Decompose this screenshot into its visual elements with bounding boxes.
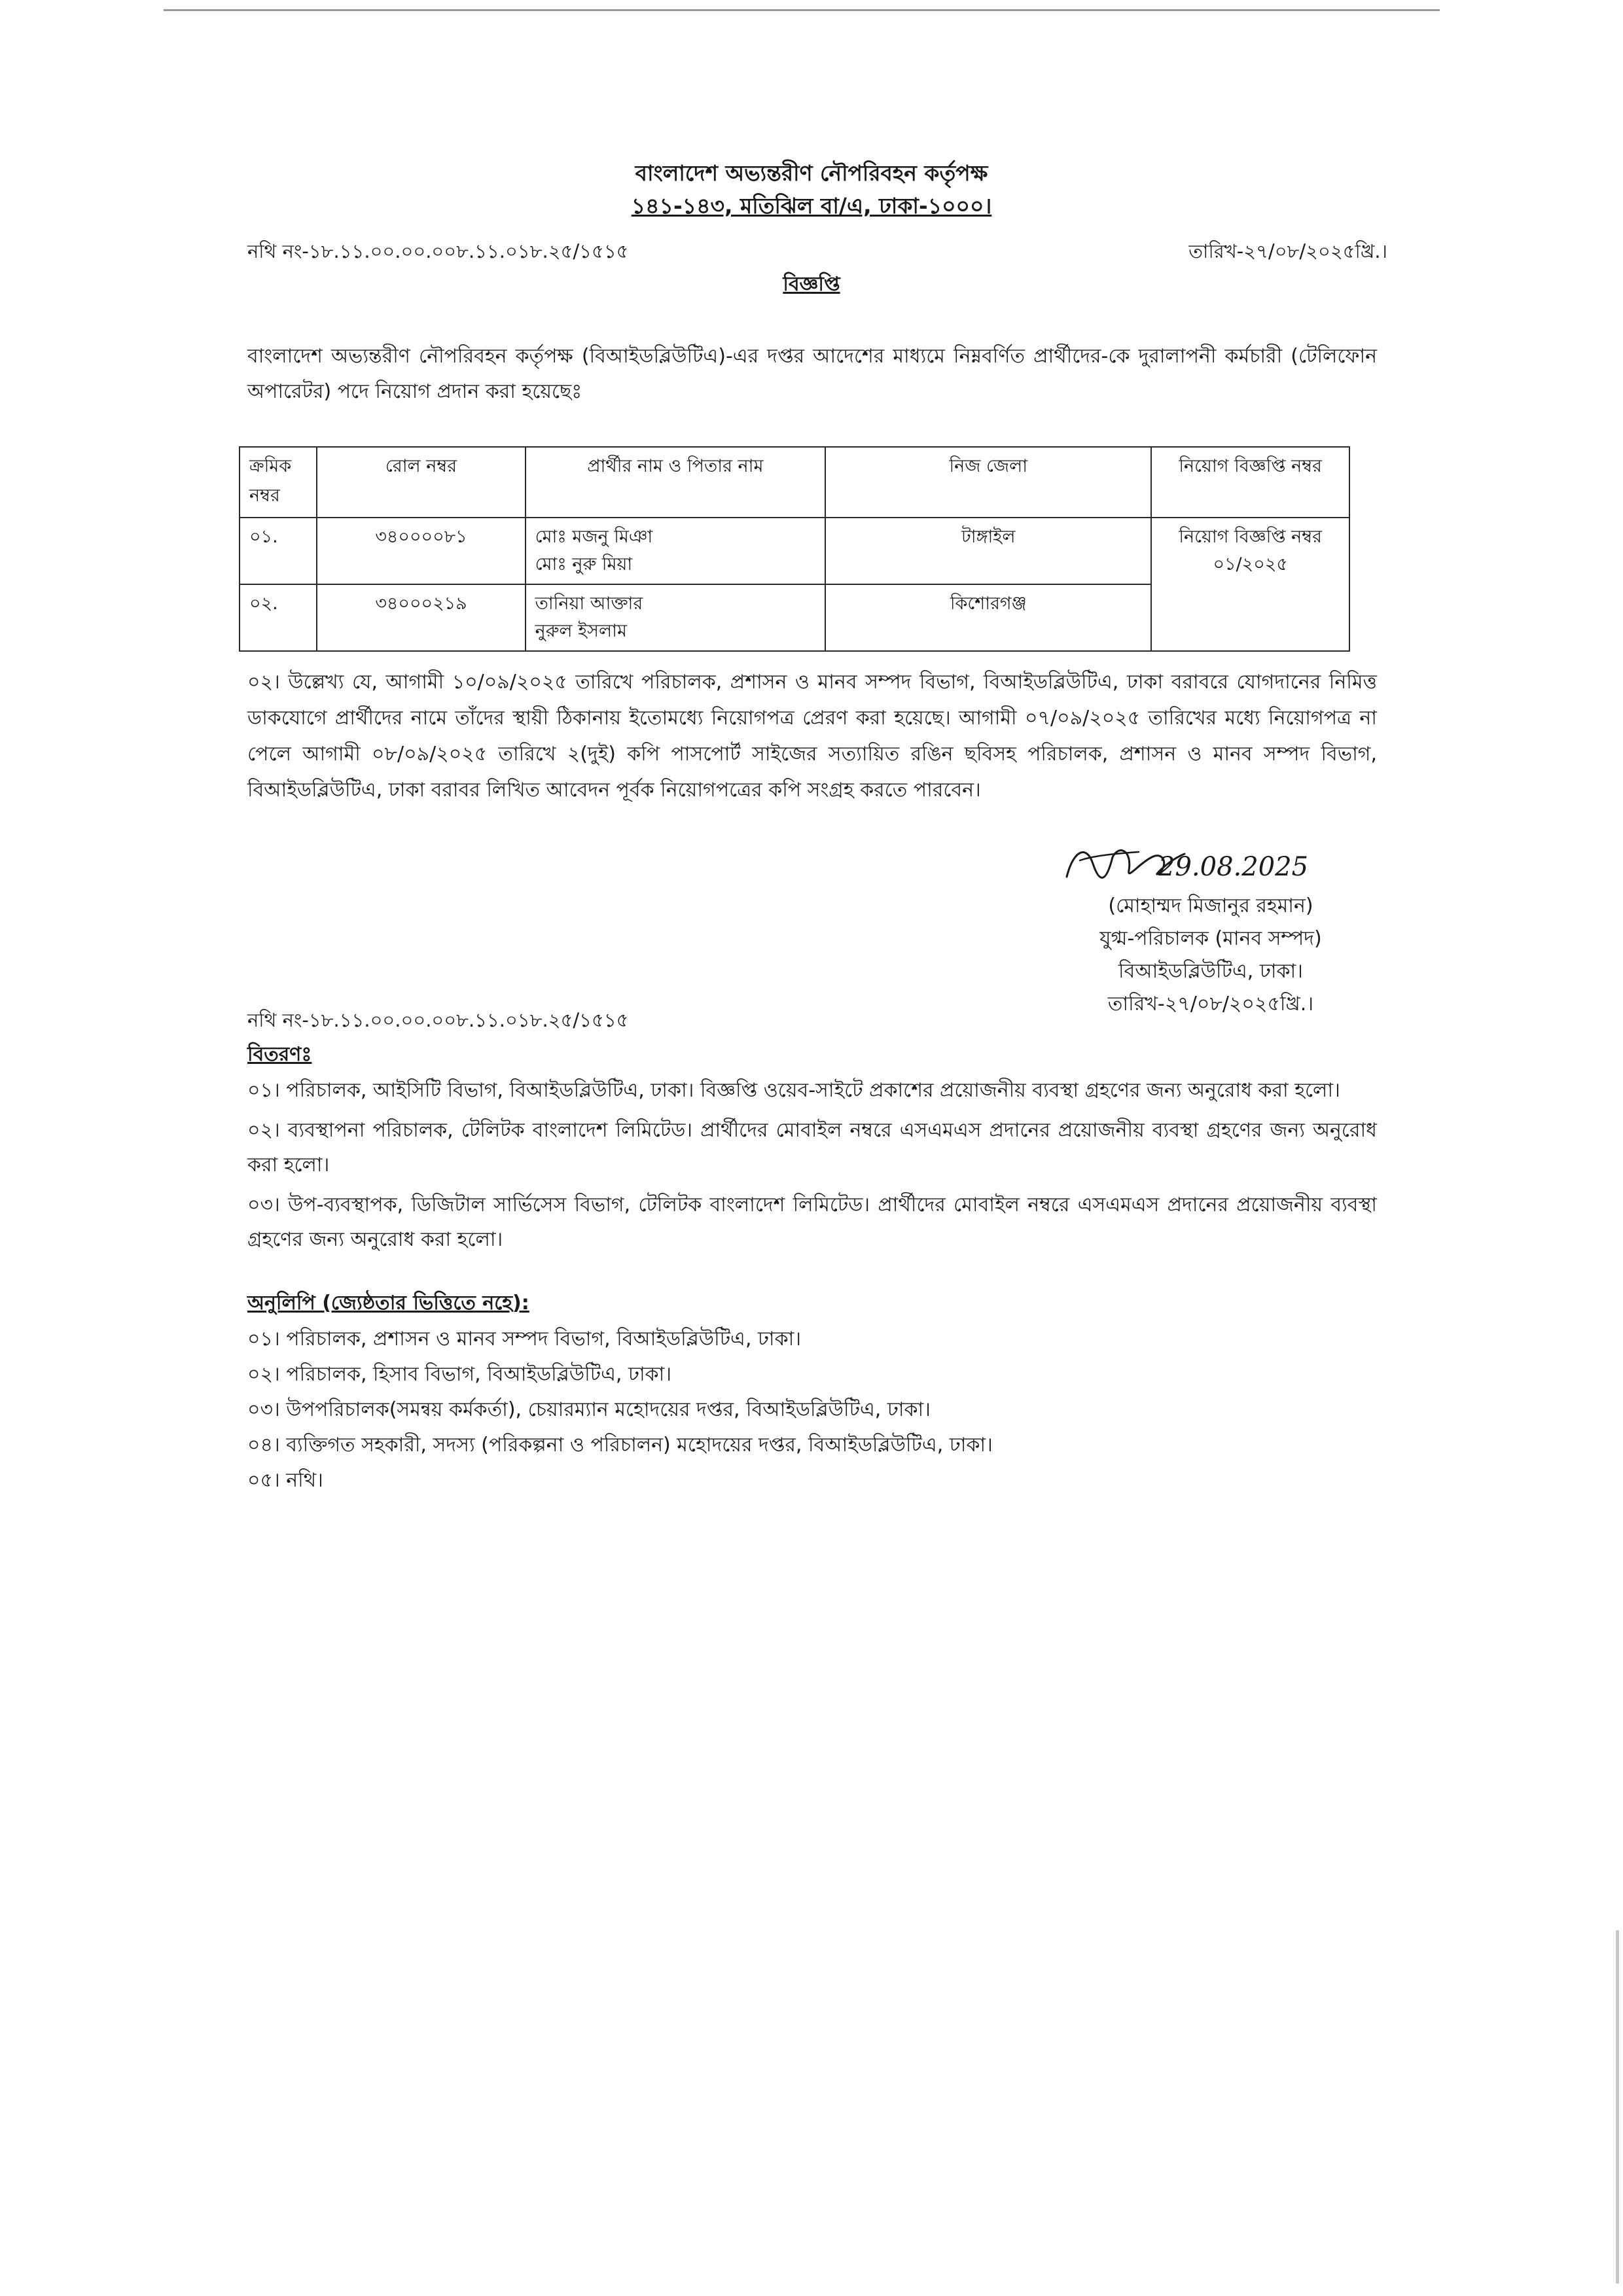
distribution-item: ০৩। উপ-ব্যবস্থাপক, ডিজিটাল সার্ভিসেস বিভাগ, টেলিটক বাংলাদেশ লিমিটেড। প্রার্থীদের মোবাইল নম্বরে এসএমএস প্রদানের প্রয়োজনীয় ব্যবস্থা গ্রহণের জন্য অনুরোধ করা হলো।	[247, 1193, 1377, 1251]
organization-name: বাংলাদেশ অভ্যন্তরীণ নৌপরিবহন কর্তৃপক্ষ	[635, 160, 988, 186]
copy-item: ০৫। নথি।	[247, 1469, 323, 1492]
reference-number: ০১/২০২৫	[1213, 554, 1288, 574]
signature-date: তারিখ-২৭/০৮/২০২৫খ্রি.।	[1107, 993, 1314, 1016]
memo-number-2: নথি নং-১৮.১১.০০.০০.০০৮.১১.০১৮.২৫/১৫১৫	[247, 1009, 629, 1031]
header-reference: নিয়োগ বিজ্ঞপ্তি নম্বর	[1151, 447, 1349, 518]
signature-block	[1027, 838, 1394, 1021]
memo-number: নথি নং-১৮.১১.০০.০০.০০৮.১১.০১৮.২৫/১৫১৫	[247, 240, 629, 262]
reference-label: নিয়োগ বিজ্ঞপ্তি নম্বর	[1179, 527, 1322, 547]
organization-address: ১৪১-১৪৩, মতিঝিল বা/এ, ঢাকা-১০০০।	[631, 193, 992, 219]
candidate-name: মোঃ মজনু মিঞা	[535, 527, 653, 547]
header-serial: ক্রমিক নম্বর	[240, 447, 317, 518]
joining-instructions-paragraph: ০২। উল্লেখ্য যে, আগামী ১০/০৯/২০২৫ তারিখে পরিচালক, প্রশাসন ও মানব সম্পদ বিভাগ, বিআইডব্লিউটিএ, ঢাকা বরাবরে যোগদানের নিমিত্ত ডাকযোগে প্রার্থীদের নামে তাঁদের স্থায়ী ঠিকানায় ইতোমধ্যে নিয়োগপত্র প্রেরণ করা হয়েছে। আগামী ০৭/০৯/২০২৫ তারিখের মধ্যে নিয়োগপত্র না পেলে আগামী ০৮/০৯/২০২৫ তারিখে ২(দুই) কপি পাসপোর্ট সাইজের সত্যায়িত রঙিন ছবিসহ পরিচালক, প্রশাসন ও মানব সম্পদ বিভাগ, বিআইডব্লিউটিএ, ঢাকা বরাবর লিখিত আবেদন পূর্বক নিয়োগপত্রের কপি সংগ্রহ করতে পারবেন।	[247, 671, 1377, 802]
memo-date: তারিখ-২৭/০৮/২০২৫খ্রি.।	[1188, 240, 1387, 262]
copy-item: ০৪। ব্যক্তিগত সহকারী, সদস্য (পরিকল্পনা ও পরিচালন) মহোদয়ের দপ্তর, বিআইডব্লিউটিএ, ঢাকা।	[247, 1434, 993, 1457]
cell-serial: ০১.	[240, 518, 317, 584]
copy-list	[247, 1322, 1377, 1498]
father-name: মোঃ নুরু মিয়া	[535, 554, 633, 574]
signatory-name: (মোহাম্মদ মিজানুর রহমান)	[1108, 894, 1313, 917]
notice-title: বিজ্ঞপ্তি	[783, 273, 840, 296]
table-header-row	[240, 447, 1349, 518]
cell-reference	[1151, 518, 1349, 651]
copy-item: ০৩। উপপরিচালক(সমন্বয় কর্মকর্তা), চেয়ারম্যান মহোদয়ের দপ্তর, বিআইডব্লিউটিএ, ঢাকা।	[247, 1398, 931, 1421]
candidate-name: তানিয়া আক্তার	[535, 593, 643, 614]
copy-title: অনুলিপি (জ্যেষ্ঠতার ভিত্তিতে নহে):	[247, 1292, 529, 1315]
letterhead	[0, 157, 1623, 222]
cell-name	[526, 584, 826, 651]
scan-edge-line	[164, 9, 1440, 11]
header-roll: রোল নম্বর	[317, 447, 525, 518]
scan-edge-shadow	[1616, 1930, 1619, 2284]
cell-district: টাঙ্গাইল	[825, 518, 1151, 584]
header-district: নিজ জেলা	[825, 447, 1151, 518]
signatory-office: বিআইডব্লিউটিএ, ঢাকা।	[1118, 960, 1303, 983]
table-row	[240, 518, 1349, 584]
cell-serial: ০২.	[240, 584, 317, 651]
distribution-title: বিতরণঃ	[247, 1043, 312, 1066]
cell-roll: ৩৪০০০০৮১	[317, 518, 525, 584]
signatory-designation: যুগ্ম-পরিচালক (মানব সম্পদ)	[1099, 927, 1322, 950]
father-name: নুরুল ইসলাম	[535, 621, 627, 641]
copy-item: ০১। পরিচালক, প্রশাসন ও মানব সম্পদ বিভাগ, বিআইডব্লিউটিএ, ঢাকা।	[247, 1328, 802, 1351]
header-name: প্রার্থীর নাম ও পিতার নাম	[526, 447, 826, 518]
distribution-list	[247, 1073, 1377, 1262]
cell-district: কিশোরগঞ্জ	[825, 584, 1151, 651]
cell-roll: ৩৪০০০২১৯	[317, 584, 525, 651]
copy-item: ০২। পরিচালক, হিসাব বিভাগ, বিআইডব্লিউটিএ, ঢাকা।	[247, 1363, 672, 1386]
cell-name	[526, 518, 826, 584]
handwritten-date: 29.08.2025	[1158, 852, 1309, 882]
intro-paragraph: বাংলাদেশ অভ্যন্তরীণ নৌপরিবহন কর্তৃপক্ষ (বিআইডব্লিউটিএ)-এর দপ্তর আদেশের মাধ্যমে নিম্নবর্ণিত প্রার্থীদের-কে দুরালাপনী কর্মচারী (টেলিফোন অপারেটর) পদে নিয়োগ প্রদান করা হয়েছেঃ	[247, 345, 1377, 403]
distribution-item: ০১। পরিচালক, আইসিটি বিভাগ, বিআইডব্লিউটিএ, ঢাকা। বিজ্ঞপ্তি ওয়েব-সাইটে প্রকাশের প্রয়োজনীয় ব্যবস্থা গ্রহণের জন্য অনুরোধ করা হলো।	[247, 1079, 1340, 1102]
candidates-table	[239, 446, 1350, 652]
distribution-item: ০২। ব্যবস্থাপনা পরিচালক, টেলিটক বাংলাদেশ লিমিটেড। প্রার্থীদের মোবাইল নম্বরে এসএমএস প্রদানের প্রয়োজনীয় ব্যবস্থা গ্রহণের জন্য অনুরোধ করা হলো।	[247, 1119, 1377, 1176]
